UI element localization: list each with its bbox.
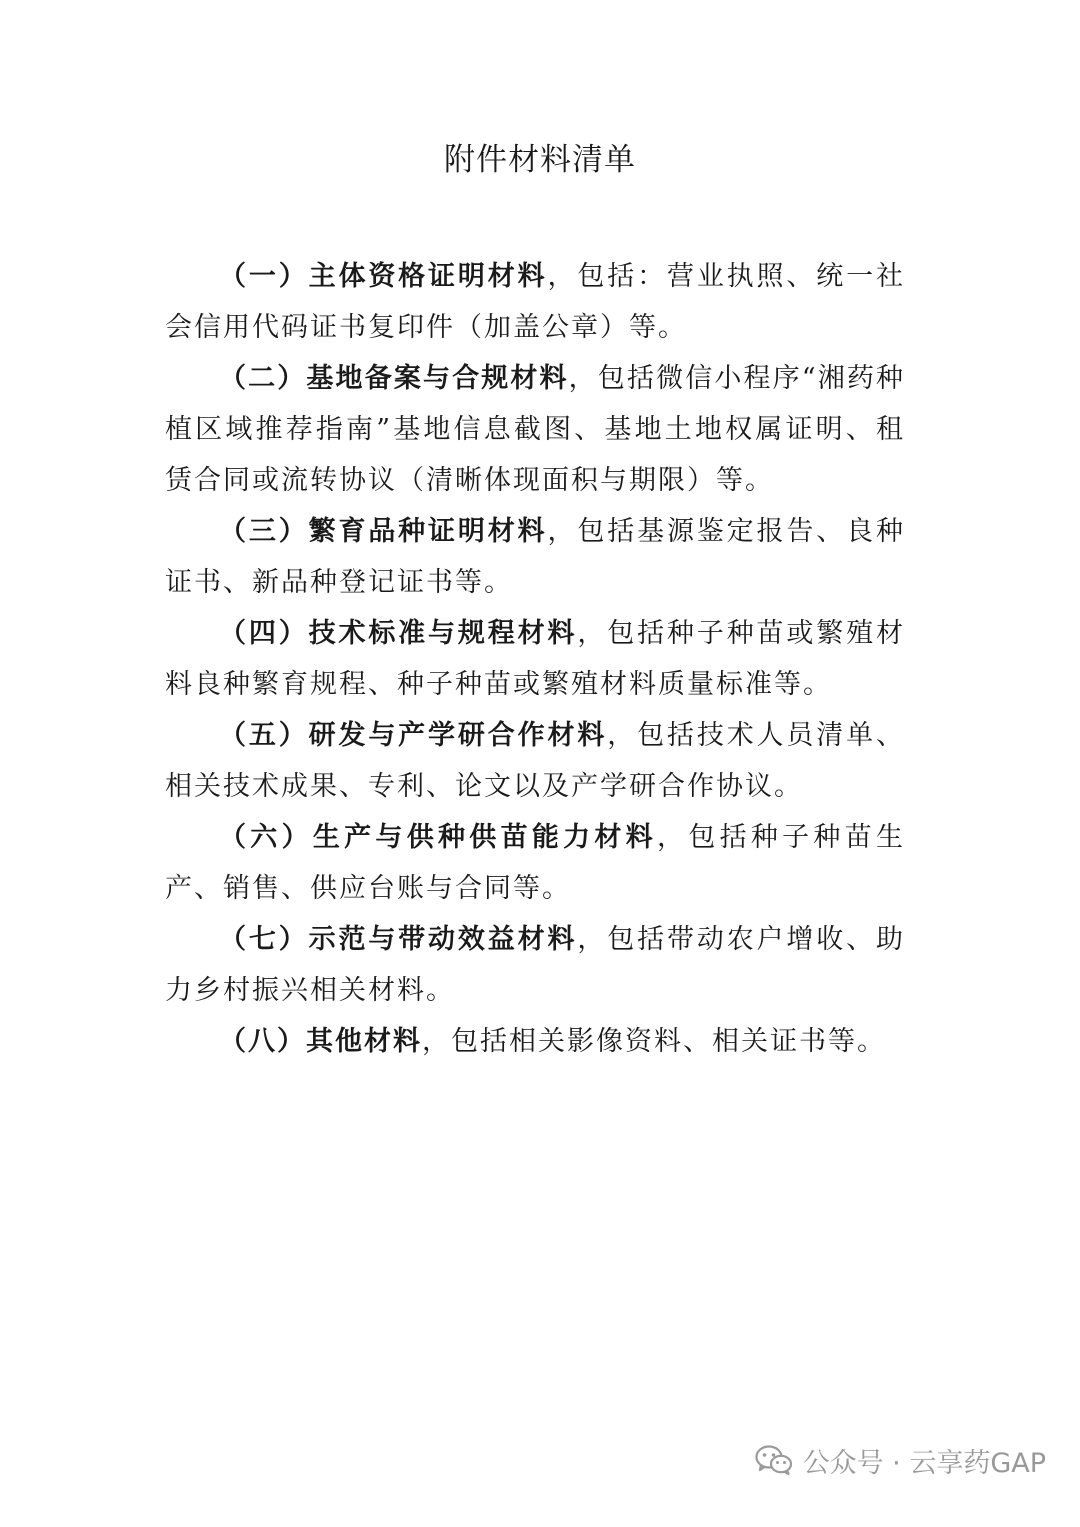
item-heading: （四）技术标准与规程材料 xyxy=(219,618,578,649)
list-item-4 xyxy=(165,608,905,710)
item-body: ，包括种子种苗或繁殖材料良种繁育规程、种子种苗或繁殖材料质量标准等。 xyxy=(165,618,906,700)
item-body: ，包括：营业执照、统一社会信用代码证书复印件（加盖公章）等。 xyxy=(165,261,905,343)
item-heading: （七）示范与带动效益材料 xyxy=(219,924,578,955)
item-heading: （二）基地备案与合规材料 xyxy=(219,363,569,394)
watermark xyxy=(755,1438,1046,1482)
item-body: ，包括基源鉴定报告、良种证书、新品种登记证书等。 xyxy=(165,516,905,598)
list-item-3 xyxy=(165,506,905,608)
wechat-icon xyxy=(755,1444,793,1476)
item-heading: （八）其他材料 xyxy=(219,1026,422,1057)
list-item-5 xyxy=(165,710,905,812)
list-item-2 xyxy=(165,353,905,506)
item-body: ，包括技术人员清单、相关技术成果、专利、论文以及产学研合作协议。 xyxy=(165,720,906,802)
item-body: ，包括微信小程序“湘药种植区域推荐指南”基地信息截图、基地土地权属证明、租赁合同或流转协议（清晰体现面积与期限）等。 xyxy=(165,363,905,496)
item-heading: （一）主体资格证明材料 xyxy=(219,261,548,292)
item-heading: （五）研发与产学研合作材料 xyxy=(219,720,608,751)
item-heading: （三）繁育品种证明材料 xyxy=(219,516,548,547)
list-item-7 xyxy=(165,914,905,1016)
item-body: ，包括种子种苗生产、销售、供应台账与合同等。 xyxy=(165,822,905,904)
page-title: 附件材料清单 xyxy=(444,142,636,178)
list-item-1 xyxy=(165,251,905,353)
item-body: ，包括带动农户增收、助力乡村振兴相关材料。 xyxy=(165,924,906,1006)
item-body: ，包括相关影像资料、相关证书等。 xyxy=(422,1026,886,1057)
list-item-6 xyxy=(165,812,905,914)
list-item-8 xyxy=(165,1016,905,1067)
document-body xyxy=(165,251,905,1067)
watermark-text: 公众号 · 云享药GAP xyxy=(802,1447,1046,1479)
item-heading: （六）生产与供种供苗能力材料 xyxy=(219,822,657,853)
